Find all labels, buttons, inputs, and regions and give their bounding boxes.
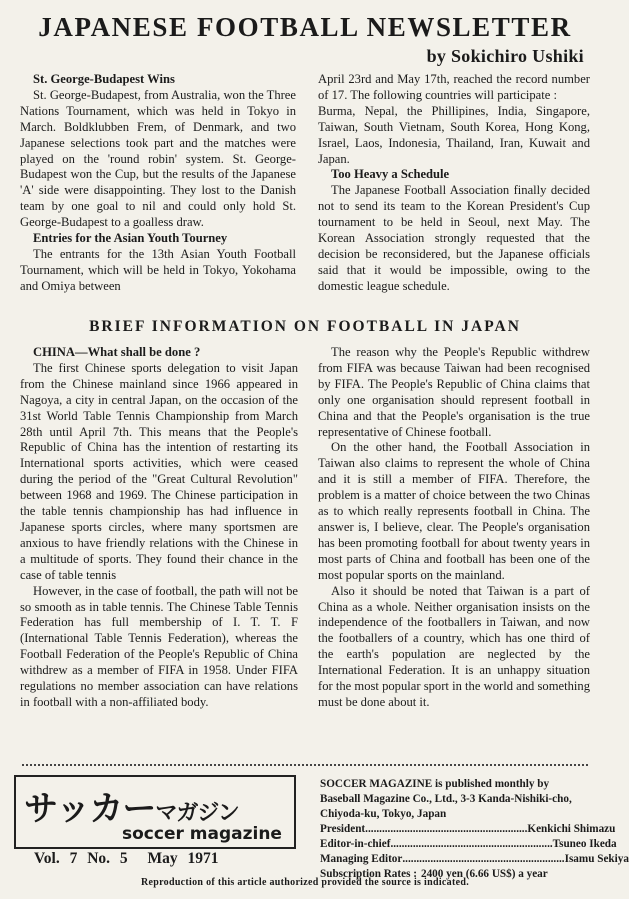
president-line xyxy=(320,822,616,837)
logo-japanese-small: マガジン xyxy=(155,801,239,826)
rates-value: 2400 yen (6.66 US$) a year xyxy=(420,868,548,880)
heading-china: CHINA—What shall be done ? xyxy=(33,345,201,359)
byline: by Sokichiro Ushiki xyxy=(426,46,584,66)
heading-st-george: St. George-Budapest Wins xyxy=(33,72,175,86)
bottom-left-column xyxy=(20,345,298,711)
newsletter-title: JAPANESE FOOTBALL NEWSLETTER xyxy=(38,12,572,42)
editor-line xyxy=(320,837,617,852)
paragraph-participants-intro: April 23rd and May 17th, reached the record number of 17. The following countries will participate : xyxy=(318,72,590,102)
paragraph-fifa-3: Also it should be noted that Taiwan is a part of China as a whole. Neither organisation insists on the independence of the footballers in Taiwan, and now the footballers of a country, which has one third of the earth's population are neglected by the International Federation. It is an unhappy situation for the most popular sport in the world and something must be done about it. xyxy=(318,583,590,709)
issue-date: May 1971 xyxy=(147,850,219,867)
issue-info xyxy=(34,850,219,868)
editor-label: Editor-in-chief xyxy=(320,838,391,850)
editor-name: Tsuneo Ikeda xyxy=(552,838,617,850)
paragraph-asian-youth: The entrants for the 13th Asian Youth Football Tournament, which will be held in Tokyo, Yokohama and Omiya between xyxy=(20,246,296,293)
president-label: President xyxy=(320,823,366,835)
managing-name: Isamu Sekiya xyxy=(564,853,629,865)
rates-label: Subscription Rates : xyxy=(320,868,417,880)
bottom-right-column xyxy=(318,345,590,711)
reproduction-notice: Reproduction of this article authorized provided the source is indicated. xyxy=(140,877,469,888)
paragraph-china-1: The first Chinese sports delegation to visit Japan from the Chinese mainland since 1966 appeared in Nagoya, a city in central Japan, on the occasion of the 31st World Table Tennis Championship from March 28th until April 7th. This means that the People's Republic of China has the intention of restarting its International sports activities, which were ceased during the period of the "Great Cultural Revolution" between 1968 and 1969. The Chinese participation in the table tennis championship has had influence in Japanese sports circles, where many sportsmen are anxious to have friendly relations with the Chinese in a multitude of sports. They found their chance in the case of table tennis xyxy=(20,360,298,582)
logo-english: soccer magazine xyxy=(122,824,282,844)
dot-leader: .......................................................... xyxy=(390,838,553,850)
dot-leader: .......................................................... xyxy=(402,853,565,865)
publisher-info xyxy=(320,777,629,882)
paragraph-st-george: St. George-Budapest, from Australia, won the Three Nations Tournament, which was held in Tokyo in March. Boldklubben Frem, of Denmark, and two Japanese selections took part and the matches were played on the 'round robin' system. St. George-Budapest won the Cup, but the results of the Japanese 'A' side were disappointing. They lost to the Danish team by one goal to nil and could only hold St. George-Budapest to a goalless draw. xyxy=(20,87,296,230)
issue-number: No. 5 xyxy=(87,850,128,867)
managing-label: Managing Editor xyxy=(320,853,403,865)
paragraph-fifa-2: On the other hand, the Football Association in Taiwan also claims to represent the whole of China and it is still a member of FIFA. Therefore, the problem is a matter of choice between the two Chinas as to which really represents football in China. The answer is, I believe, clear. The People's organisation has been promoting football for about twenty years in most parts of China and football has been one of the most popular sports on the mainland. xyxy=(318,440,590,582)
publisher-statement: SOCCER MAGAZINE is published monthly by Baseball Magazine Co., Ltd., 3-3 Kanda-Nishiki-cho, Chiyoda-ku, Tokyo, Japan xyxy=(320,778,572,820)
top-right-column xyxy=(318,72,590,295)
issue-volume: Vol. 7 xyxy=(34,850,78,867)
logo-japanese xyxy=(24,781,239,830)
logo-japanese-large: サッカー xyxy=(24,789,156,829)
paragraph-fifa-1: The reason why the People's Republic withdrew from FIFA was because Taiwan had been recognised by FIFA. The People's Republic of China claims that only one organisation should represent football in China and that the People's organisation is the true representative of Chinese football. xyxy=(318,345,590,439)
president-name: Kenkichi Shimazu xyxy=(527,823,616,835)
paragraph-country-list: Burma, Nepal, the Phillipines, India, Singapore, Taiwan, South Vietnam, South Korea, Hong Kong, Israel, Laos, Indonesia, Thailand, Iran, Kuwait and Japan. xyxy=(318,103,590,166)
soccer-magazine-logo xyxy=(14,775,296,849)
footer-divider xyxy=(22,764,588,766)
paragraph-heavy-schedule: The Japanese Football Association finally decided not to send its team to the Korean President's Cup tournament to be held in Seoul, next May. The Korean Association strongly requested that the decision be reconsidered, but the Japanese officials said that it would be impossible, owing to the domestic league schedule. xyxy=(318,183,590,293)
heading-asian-youth: Entries for the Asian Youth Tourney xyxy=(33,231,228,246)
dot-leader: .......................................................... xyxy=(365,823,528,835)
heading-heavy-schedule: Too Heavy a Schedule xyxy=(331,167,450,182)
paragraph-china-2: However, in the case of football, the path will not be so smooth as in table tennis. The Chinese Table Tennis Federation has full membership of I. T. T. F (International Table Tennis Federation), whereas the Football Federation of the People's Republic of China withdrew as a member of FIFA in 1958. Under FIFA regulations no member association can have relations in football with a non-affiliated body. xyxy=(20,583,298,709)
managing-line xyxy=(320,852,629,867)
top-left-column xyxy=(20,72,296,295)
section-title: BRIEF INFORMATION ON FOOTBALL IN JAPAN xyxy=(89,318,521,335)
